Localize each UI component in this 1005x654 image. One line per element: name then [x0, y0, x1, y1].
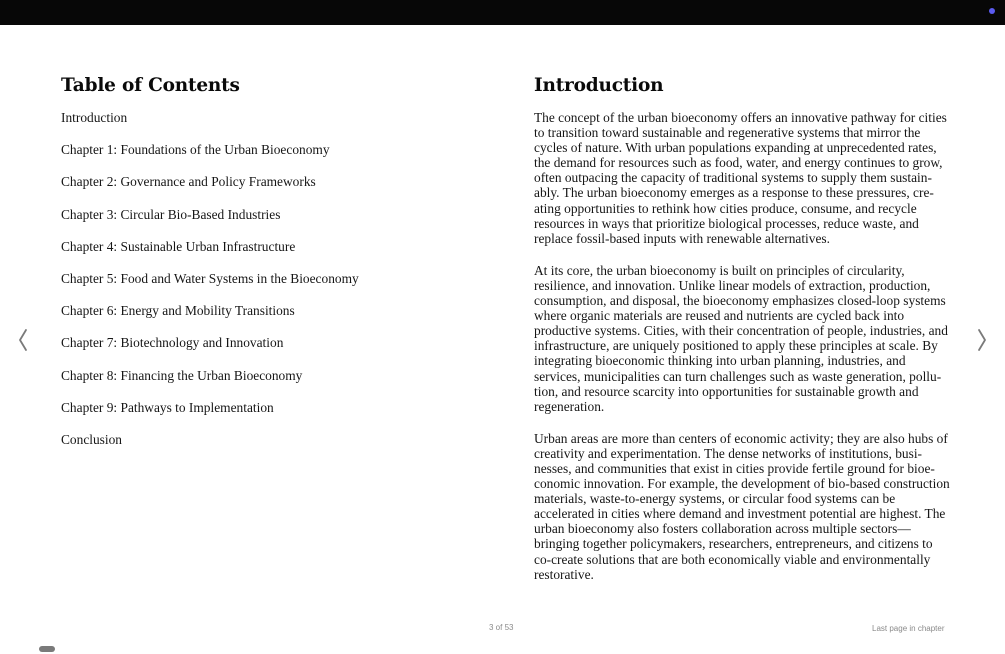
- toc-item-introduction[interactable]: Introduction: [61, 110, 128, 125]
- toc-item-chapter-3[interactable]: Chapter 3: Circular Bio-Based Industries: [61, 206, 281, 222]
- toc-title: Table of Contents: [61, 75, 240, 96]
- page-indicator: 3 of 53: [489, 623, 514, 632]
- toc-item-chapter-9[interactable]: Chapter 9: Pathways to Implementation: [61, 399, 274, 415]
- toc-item-conclusion[interactable]: Conclusion: [61, 431, 123, 447]
- toc-item-chapter-4[interactable]: Chapter 4: Sustainable Urban Infrastructure: [61, 238, 296, 254]
- chapter-title: Introduction: [534, 75, 664, 96]
- top-bar: [0, 0, 1005, 25]
- previous-page-button[interactable]: [11, 322, 35, 358]
- chapter-paragraph: The concept of the urban bioeconomy offers an innovative pathway for cities to transition toward sustainable and regenerative systems that mirror the cycles of nature. With urban populations expanding at unprecedented rates, the demand for resources such as food, water, and energy continues to grow, often outpacing the capacity of traditional systems to supply them sustainably. The urban bioeconomy emerges as a response to these pressures, creating opportunities to rethink how cities produce, consume, and recycle resources in ways that prioritize biological processes, reduce waste, and replace fossil-based inputs with renewable alternatives.: [534, 110, 947, 246]
- toc-item-chapter-5[interactable]: Chapter 5: Food and Water Systems in the Bioeconomy: [61, 270, 359, 286]
- chevron-left-icon: [17, 328, 29, 352]
- status-dot-icon: [989, 8, 995, 14]
- toc-item-chapter-1[interactable]: Chapter 1: Foundations of the Urban Bioeconomy: [61, 142, 330, 158]
- chapter-page: [534, 72, 952, 599]
- toc-item-chapter-6[interactable]: Chapter 6: Energy and Mobility Transitions: [61, 303, 295, 319]
- chapter-status: Last page in chapter: [872, 624, 945, 633]
- table-of-contents-page: [61, 72, 461, 464]
- toc-item-chapter-2[interactable]: Chapter 2: Governance and Policy Frameworks: [61, 174, 316, 190]
- chapter-paragraph: Urban areas are more than centers of economic activity; they are also hubs of creativity and experimentation. The dense networks of institutions, businesses, and communities that exist in cities provide fertile ground for bioeconomic innovation. For example, the development of bio-based construction materials, waste-to-energy systems, or circular food systems can be accelerated in cities where demand and investment potential are highest. The urban bioeconomy also fosters collaboration across multiple sectors—bringing together policymakers, researchers, entrepreneurs, and citizens to co-create solutions that are both economically viable and environmentally restorative.: [534, 430, 950, 582]
- toc-item-chapter-8[interactable]: Chapter 8: Financing the Urban Bioeconomy: [61, 367, 303, 383]
- toc-item-chapter-7[interactable]: Chapter 7: Biotechnology and Innovation: [61, 335, 284, 351]
- chapter-paragraph: At its core, the urban bioeconomy is built on principles of circularity, resilience, and innovation. Unlike linear models of extraction, production, consumption, and disposal, the bioeconomy emphasizes closed-loop systems where organic materials are reused and nutrients are cycled back into productive systems. Cities, with their concentration of people, industries, and infrastructure, are uniquely positioned to apply these principles at scale. By integrating bioeconomic thinking into urban planning, industries, and services, municipalities can turn challenges such as waste generation, pollution, and resource scarcity into opportunities for sustainable growth and regeneration.: [534, 262, 948, 414]
- scroll-handle[interactable]: [39, 646, 55, 652]
- toc-list: [61, 110, 461, 464]
- chevron-right-icon: [976, 328, 988, 352]
- next-page-button[interactable]: [970, 322, 994, 358]
